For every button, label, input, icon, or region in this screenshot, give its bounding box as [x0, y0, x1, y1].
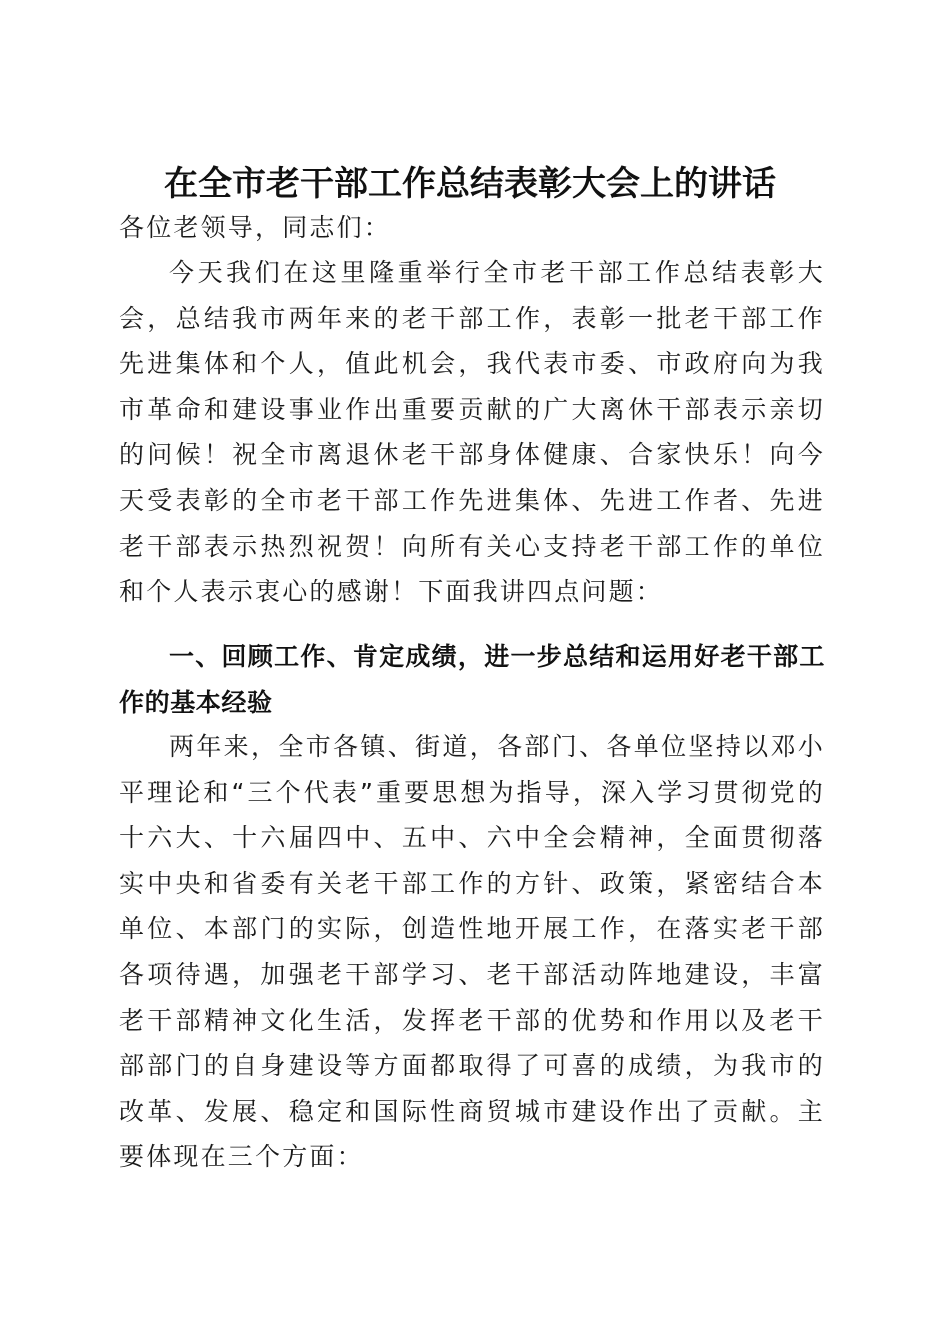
section-heading-1: 一、回顾工作、肯定成绩，进一步总结和运用好老干部工作的基本经验	[119, 642, 825, 717]
greeting: 各位老领导，同志们：	[119, 213, 392, 242]
document-title: 在全市老干部工作总结表彰大会上的讲话	[164, 163, 776, 204]
paragraph-review: 两年来，全市各镇、街道，各部门、各单位坚持以邓小平理论和“三个代表”重要思想为指导，深入学习贯彻党的十六大、十六届四中、五中、六中全会精神，全面贯彻落实中央和省委有关老干部工作的方针、政策，紧密结合本单位、本部门的实际，创造性地开展工作，在落实老干部各项待遇，加强老干部学习、老干部活动阵地建设，丰富老干部精神文化生活，发挥老干部的优势和作用以及老干部部门的自身建设等方面都取得了可喜的成绩，为我市的改革、发展、稳定和国际性商贸城市建设作出了贡献。主要体现在三个方面：	[119, 732, 825, 1172]
paragraph-opening: 今天我们在这里隆重举行全市老干部工作总结表彰大会，总结我市两年来的老干部工作，表彰一批老干部工作先进集体和个人，值此机会，我代表市委、市政府向为我市革命和建设事业作出重要贡献的广大离休干部表示亲切的问候！祝全市离退休老干部身体健康、合家快乐！向今天受表彰的全市老干部工作先进集体、先进工作者、先进老干部表示热烈祝贺！向所有关心支持老干部工作的单位和个人表示衷心的感谢！下面我讲四点问题：	[119, 258, 825, 607]
